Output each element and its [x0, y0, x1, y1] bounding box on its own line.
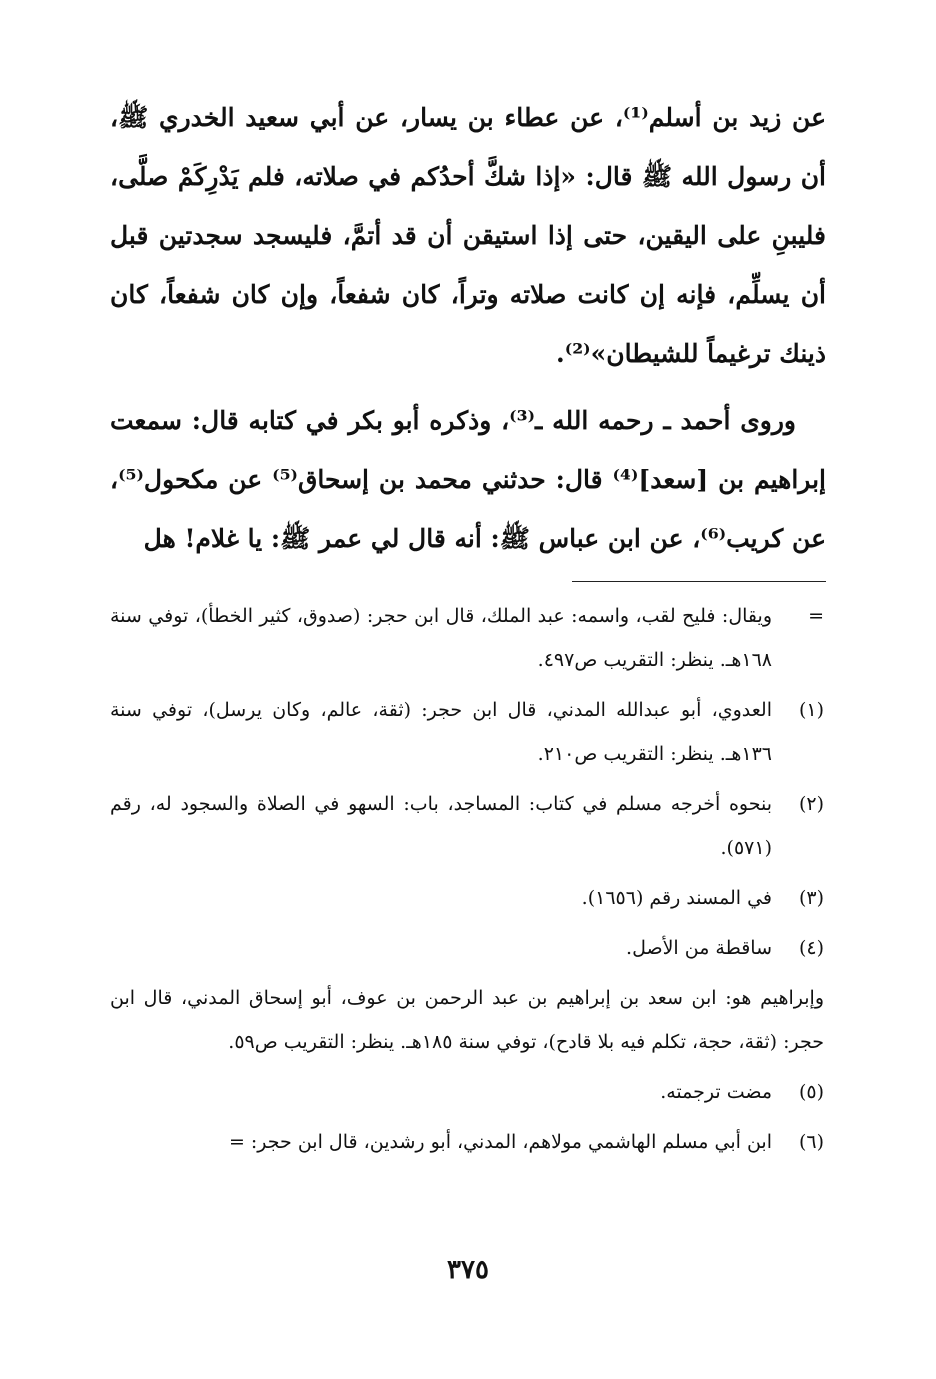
footnote-text: في المسند رقم (١٦٥٦).	[581, 887, 772, 909]
footnote-continued	[110, 594, 824, 682]
main-paragraph-1: عن زيد بن أسلم⁽¹⁾، عن عطاء بن يسار، عن أبي سعيد الخدري ﷺ، أن رسول الله ﷺ قال: «إذا شكَّ أحدُكم في صلاته، فلم يَدْرِكَمْ صلَّى، فليبنِ على اليقين، حتى إذا استيقن أن قد أتمَّ، فليسجد سجدتين قبل أن يسلِّم، فإنه إن كانت صلاته وتراً، كان شفعاً، وإن كان شفعاً، كان ذينك ترغيماً للشيطان»⁽²⁾.	[110, 103, 826, 368]
footnote-5	[110, 1070, 824, 1114]
footnote-mark: (٥)	[798, 1081, 824, 1103]
footnote-text: ابن أبي مسلم الهاشمي مولاهم، المدني، أبو رشدين، قال ابن حجر: =	[228, 1131, 772, 1153]
footnote-6	[110, 1120, 824, 1164]
footnote-mark: (٣)	[798, 887, 824, 909]
footnote-text: بنحوه أخرجه مسلم في كتاب: المساجد، باب: السهو في الصلاة والسجود له، رقم (٥٧١).	[110, 793, 772, 859]
main-text	[110, 88, 826, 568]
footnote-text: العدوي، أبو عبدالله المدني، قال ابن حجر: (ثقة، عالم، وكان يرسل)، توفي سنة ١٣٦هـ. ينظر: التقريب ص٢١٠.	[110, 699, 772, 765]
footnote-2	[110, 782, 824, 870]
main-paragraph-2: وروى أحمد ـ رحمه الله ـ⁽³⁾، وذكره أبو بكر في كتابه قال: سمعت إبراهيم بن [سعد]⁽⁴⁾ قال: حدثني محمد بن إسحاق⁽⁵⁾ عن مكحول⁽⁵⁾، عن كريب⁽⁶⁾، عن ابن عباس ﷺ: أنه قال لي عمر ﷺ: يا غلام! هل	[110, 406, 826, 553]
footnote-mark: (٤)	[798, 937, 824, 959]
footnote-text: ويقال: فليح لقب، واسمه: عبد الملك، قال ابن حجر: (صدوق، كثير الخطأ)، توفي سنة ١٦٨هـ. ينظر: التقريب ص٤٩٧.	[110, 605, 772, 671]
footnote-mark: (١)	[798, 699, 824, 721]
footnote-divider	[572, 581, 826, 582]
footnote-mark: (٦)	[798, 1131, 824, 1153]
footnote-1	[110, 688, 824, 776]
page-number: ٣٧٥	[447, 1255, 489, 1285]
footnote-mark: (٢)	[798, 793, 824, 815]
footnote-mark: =	[808, 605, 824, 627]
footnote-text: ساقطة من الأصل.	[626, 937, 772, 959]
footnote-text: مضت ترجمته.	[660, 1081, 772, 1103]
footnotes	[110, 594, 824, 1170]
footnote-4	[110, 926, 824, 970]
footnote-3	[110, 876, 824, 920]
footnote-4-continuation: وإبراهيم هو: ابن سعد بن إبراهيم بن عبد الرحمن بن عوف، أبو إسحاق المدني، قال ابن حجر: (ثقة، حجة، تكلم فيه بلا قادح)، توفي سنة ١٨٥هـ. ينظر: التقريب ص٥٩.	[110, 987, 824, 1053]
